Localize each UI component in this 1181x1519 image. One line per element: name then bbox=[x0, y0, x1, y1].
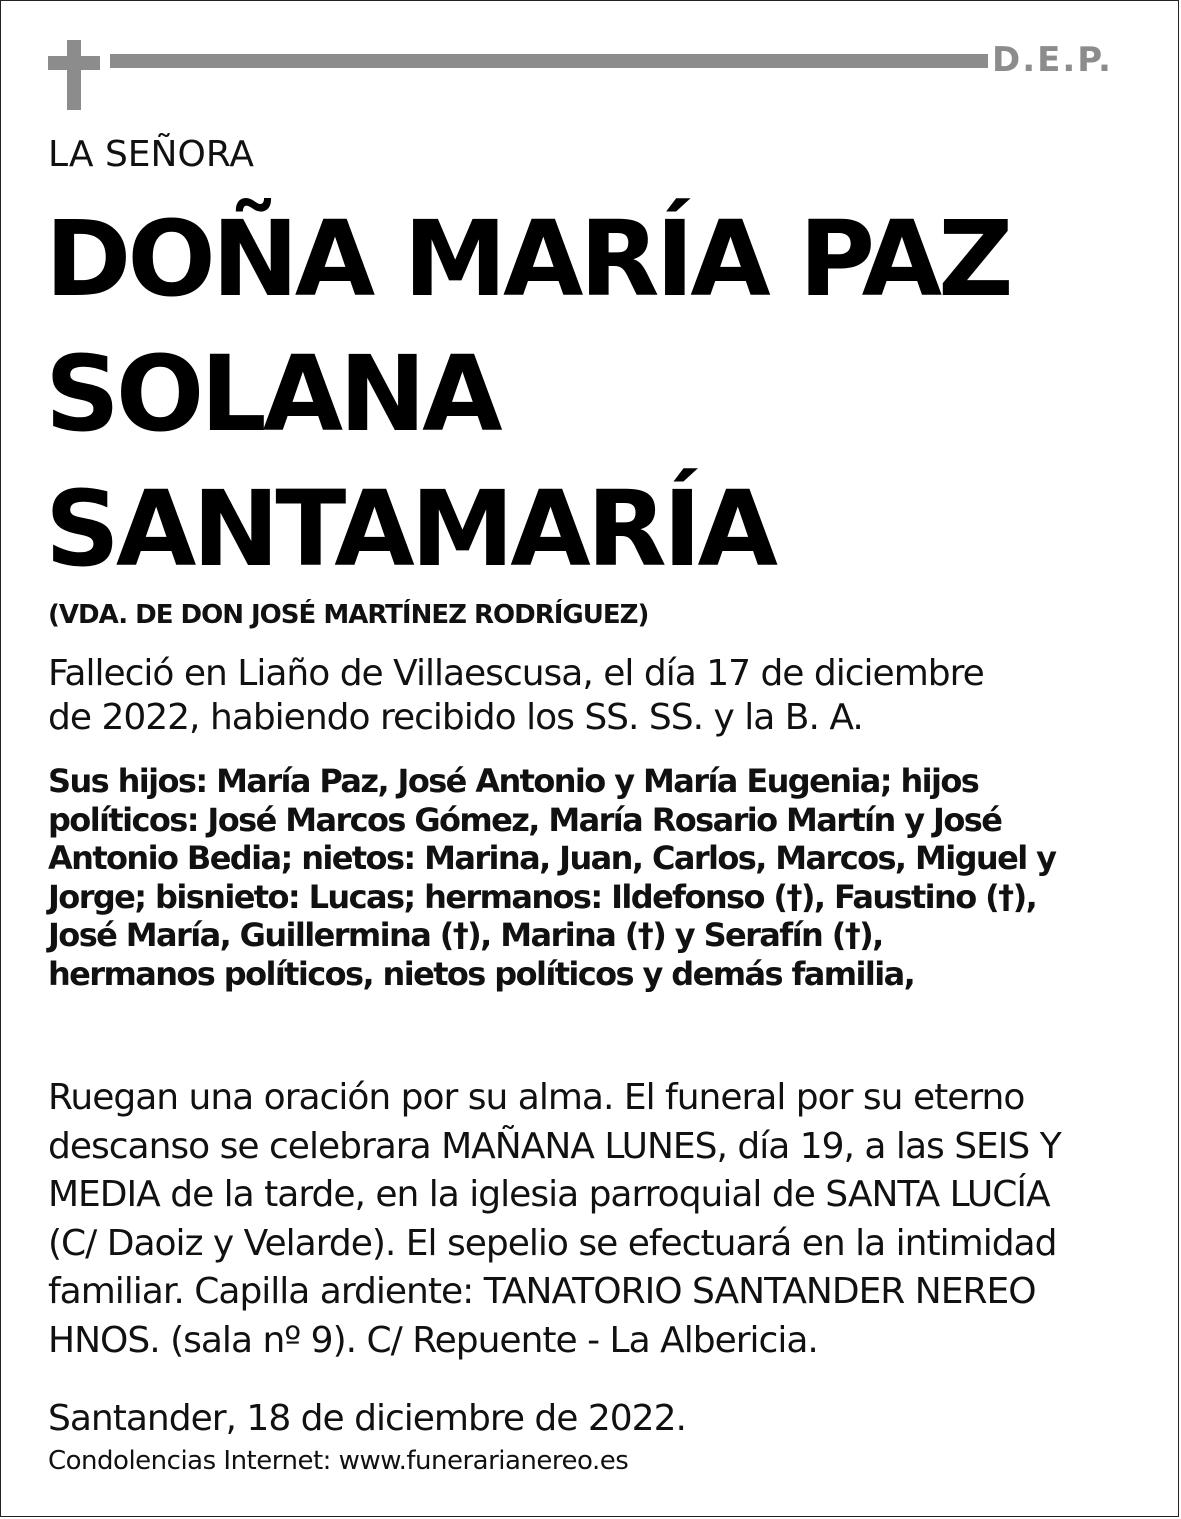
name-line: DOÑA MARÍA PAZ bbox=[45, 198, 1010, 320]
text-line: Antonio Bedia; nietos: Marina, Juan, Carlos, Marcos, Miguel y bbox=[48, 839, 1056, 877]
text-line: (C/ Daoiz y Velarde). El sepelio se efectuará en la intimidad bbox=[48, 1222, 1057, 1264]
text-line: hermanos políticos, nietos políticos y demás familia, bbox=[48, 954, 915, 993]
place-date: Santander, 18 de diciembre de 2022. bbox=[48, 1398, 686, 1439]
deceased-name bbox=[45, 192, 1010, 597]
text-line: MEDIA de la tarde, en la iglesia parroquial de SANTA LUCÍA bbox=[48, 1174, 1050, 1215]
funeral-paragraph bbox=[48, 1074, 1148, 1365]
text-line: Jorge; bisnieto: Lucas; hermanos: Ildefonso (†), Faustino (†), bbox=[48, 877, 1037, 916]
text-line: políticos: José Marcos Gómez, María Rosario Martín y José bbox=[48, 800, 1002, 839]
text-line: Ruegan una oración por su alma. El funeral por su eterno bbox=[48, 1077, 1025, 1118]
text-line: de 2022, habiendo recibido los SS. SS. y la B. A. bbox=[48, 697, 863, 738]
death-paragraph bbox=[48, 652, 1138, 740]
text-line: HNOS. (sala nº 9). C/ Repuente - La Albericia. bbox=[48, 1319, 818, 1361]
dep-label: D.E.P. bbox=[992, 40, 1113, 80]
text-line: Falleció en Liaño de Villaescusa, el día 17 de diciembre bbox=[48, 653, 984, 694]
intro-title: LA SEÑORA bbox=[48, 134, 254, 175]
widow-note: (VDA. DE DON JOSÉ MARTÍNEZ RODRÍGUEZ) bbox=[48, 600, 649, 630]
text-line: José María, Guillermina (†), Marina (†) y Serafín (†), bbox=[48, 916, 883, 954]
text-line: familiar. Capilla ardiente: TANATORIO SANTANDER NEREO bbox=[48, 1271, 1036, 1312]
text-line: descanso se celebrara MAÑANA LUNES, día 19, a las SEIS Y bbox=[48, 1125, 1061, 1167]
text-line: Sus hijos: María Paz, José Antonio y María Eugenia; hijos bbox=[48, 762, 979, 800]
name-line: SANTAMARÍA bbox=[45, 468, 775, 590]
family-paragraph bbox=[48, 762, 1148, 993]
cross-icon bbox=[48, 40, 100, 110]
condolences-line: Condolencias Internet: www.funerarianereo.es bbox=[48, 1446, 629, 1476]
name-line: SOLANA bbox=[45, 333, 499, 455]
header-rule bbox=[110, 54, 988, 68]
